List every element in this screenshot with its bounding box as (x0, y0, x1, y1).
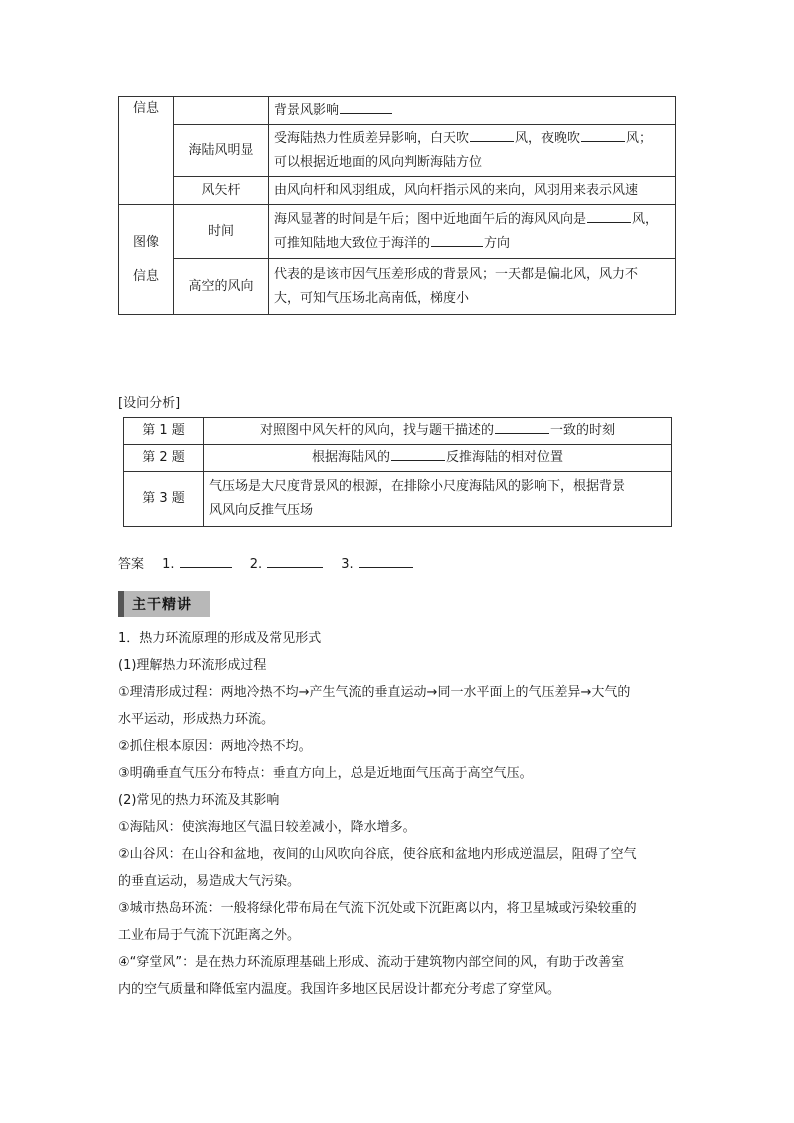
text-line: ①海陆风：使滨海地区气温日较差减小，降水增多。 (118, 820, 416, 835)
answer-2-blank[interactable] (267, 553, 323, 568)
answer-1-blank[interactable] (180, 553, 232, 568)
sub-2-title: (2)常见的热力环流及其影响 (118, 793, 280, 808)
text-line: 内的空气质量和降低室内温度。我国许多地区民居设计都充分考虑了穿堂风。 (118, 982, 561, 997)
answer-blank[interactable] (495, 419, 549, 434)
cell-sea-land-breeze: 海陆风明显 (174, 125, 269, 177)
cell-sea-land-desc: 受海陆热力性质差异影响，白天吹 风，夜晚吹 风； 可以根据近地面的风向判断海陆方位 (269, 125, 676, 177)
answer-2-number: 2. (249, 557, 263, 572)
cell-upper-wind-desc: 代表的是该市因气压差形成的背景风；一天都是偏北风，风力不 大，可知气压场北高南低，梯度小 (269, 259, 676, 315)
question-3-label: 第 3 题 (124, 472, 204, 527)
cell-time: 时间 (174, 205, 269, 259)
answer-3-number: 3. (341, 557, 354, 572)
info-table (118, 96, 676, 315)
text-line: ③城市热岛环流：一般将绿化带布局在气流下沉处或下沉距离以内，将卫星城或污染较重的 (118, 901, 637, 916)
cell-image-info-label: 图像 信息 (119, 205, 174, 315)
cell-empty (174, 97, 269, 125)
answer-blank[interactable] (470, 127, 514, 142)
text-line: ②山谷风：在山谷和盆地，夜间的山风吹向谷底，使谷底和盆地内形成逆温层，阻碍了空气 (118, 847, 637, 862)
cell-wind-barb: 风矢杆 (174, 177, 269, 205)
answer-blank[interactable] (340, 99, 392, 114)
point-1-title: 1．热力环流原理的形成及常见形式 (118, 631, 322, 646)
text-line: 的垂直运动，易造成大气污染。 (118, 874, 301, 889)
answer-blank[interactable] (391, 446, 445, 461)
cell-background-wind: 背景风影响 (269, 97, 676, 125)
text-line: 工业布局于气流下沉距离之外。 (118, 928, 301, 943)
cell-upper-wind: 高空的风向 (174, 259, 269, 315)
cell-time-desc: 海风显著的时间是午后；图中近地面午后的海风风向是 风， 可推知陆地大致位于海洋的 方向 (269, 205, 676, 259)
answer-blank[interactable] (581, 127, 625, 142)
answer-line (118, 553, 417, 572)
question-1-label: 第 1 题 (124, 418, 204, 445)
question-2-label: 第 2 题 (124, 445, 204, 472)
question-analysis-table (123, 417, 672, 527)
section-heading (118, 591, 210, 617)
answer-1-number: 1. (162, 557, 175, 572)
cell-wind-barb-desc: 由风向杆和风羽组成，风向杆指示风的来向，风羽用来表示风速 (269, 177, 676, 205)
cell-info-label: 信息 (119, 97, 174, 205)
heading-bar (118, 591, 124, 617)
answer-3-blank[interactable] (359, 553, 413, 568)
text-line: ④“穿堂风”：是在热力环流原理基础上形成、流动于建筑物内部空间的风，有助于改善室 (118, 955, 625, 970)
section-label: [设问分析] (118, 396, 181, 411)
text-line: ③明确垂直气压分布特点：垂直方向上，总是近地面气压高于高空气压。 (118, 766, 533, 781)
question-1-hint: 对照图中风矢杆的风向，找与题干描述的 一致的时刻 (204, 418, 672, 445)
sub-1-title: (1)理解热力环流形成过程 (118, 658, 267, 673)
question-2-hint: 根据海陆风的 反推海陆的相对位置 (204, 445, 672, 472)
answer-label: 答案 (118, 557, 145, 572)
answer-blank[interactable] (431, 232, 483, 247)
heading-text: 主干精讲 (132, 597, 192, 613)
text-line: ①理清形成过程：两地冷热不均→产生气流的垂直运动→同一水平面上的气压差异→大气的 (118, 685, 631, 700)
text-line: ②抓住根本原因：两地冷热不均。 (118, 739, 312, 754)
answer-blank[interactable] (587, 208, 631, 223)
question-3-hint: 气压场是大尺度背景风的根源，在排除小尺度海陆风的影响下，根据背景 风风向反推气压场 (204, 472, 672, 527)
text-line: 水平运动，形成热力环流。 (118, 712, 275, 727)
